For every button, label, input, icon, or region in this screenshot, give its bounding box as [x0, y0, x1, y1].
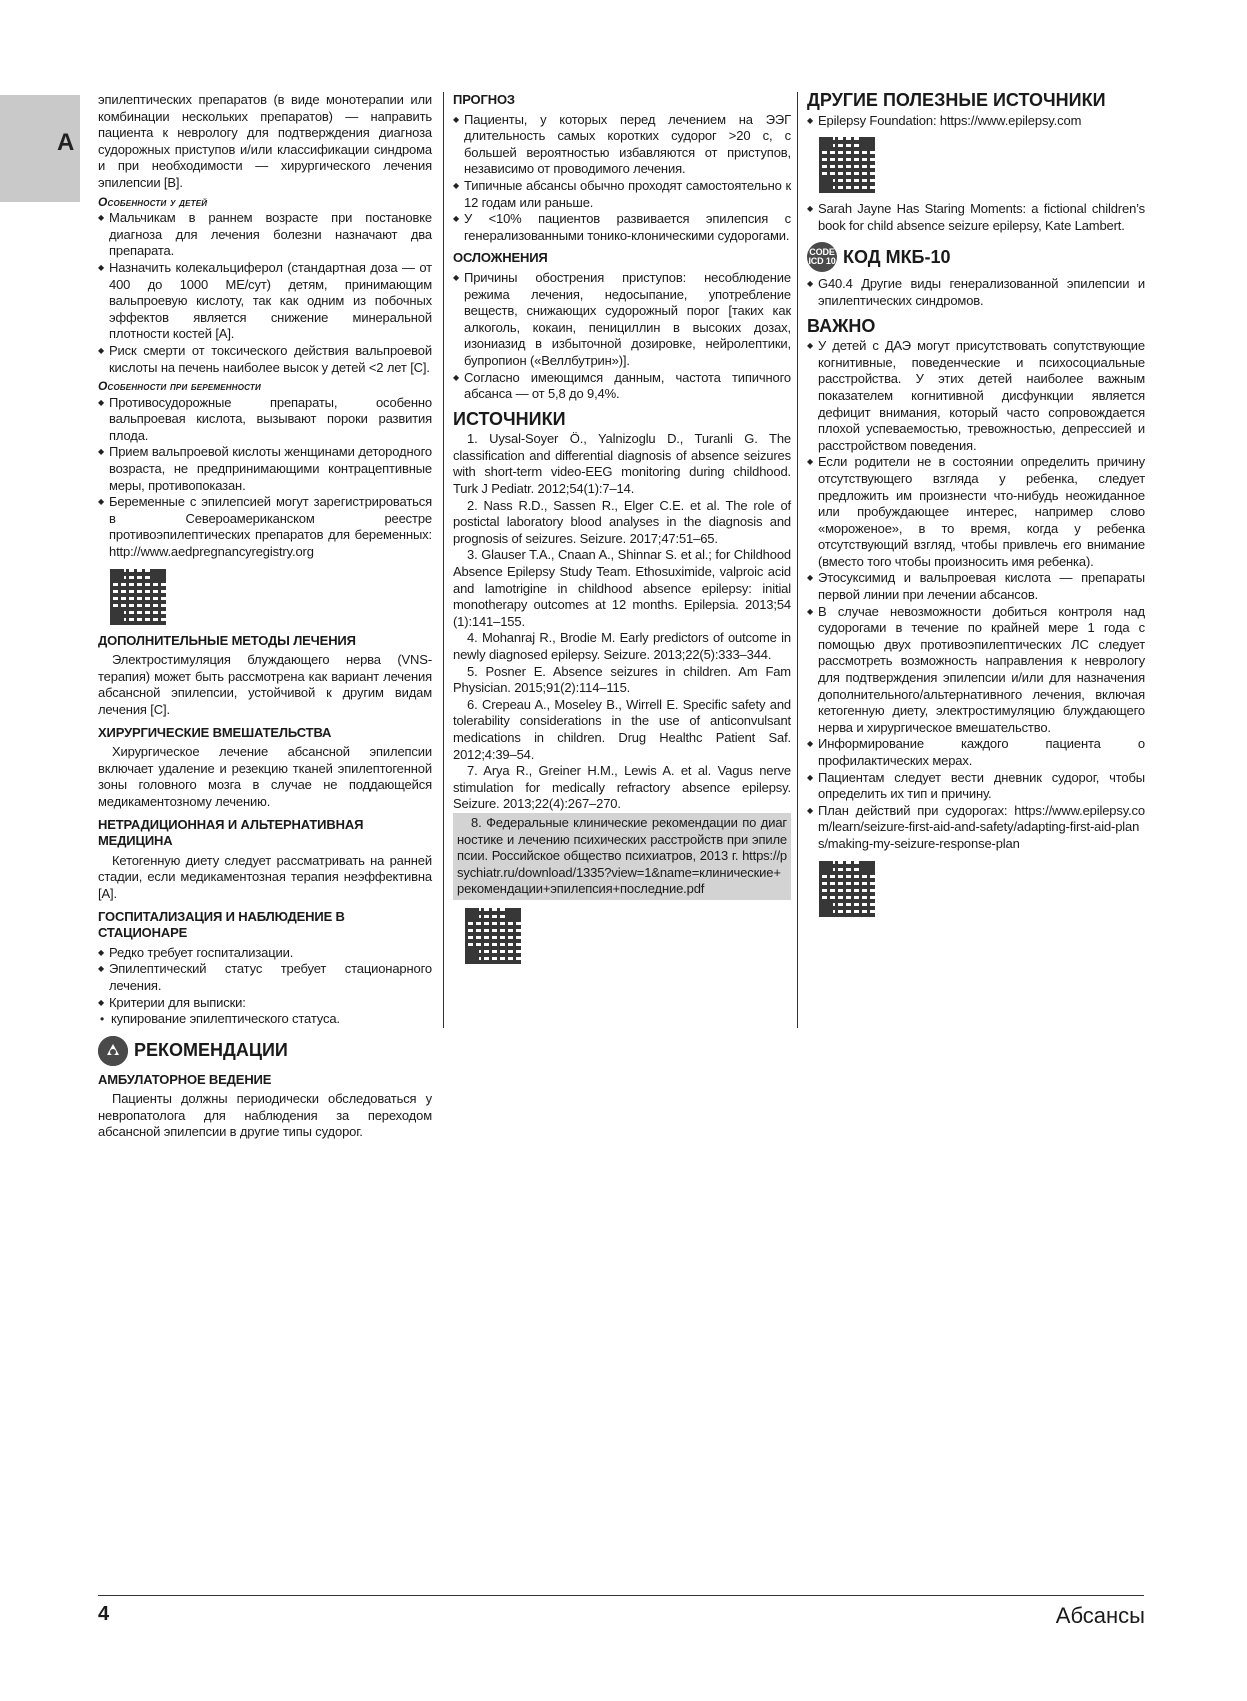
reference-item: 1. Uysal-Soyer Ö., Yalnizoglu D., Turanli G. The classification and differential diagnosis of absence seizures with short-term video-EEG monitoring during childhood. Turk J Pediatr. 2012;54(1):7–14.: [453, 431, 791, 497]
footer-divider: [98, 1595, 1144, 1596]
other-sources-heading: ДРУГИЕ ПОЛЕЗНЫЕ ИСТОЧНИКИ: [807, 90, 1106, 110]
reference-item: 7. Arya R., Greiner H.M., Lewis A. et al. Vagus nerve stimulation for medically refractory absence epilepsy. Seizure. 2013;22(4):267–270.: [453, 763, 791, 812]
references-list: [453, 431, 791, 900]
pregnancy-heading: Особенности при беременности: [98, 379, 261, 394]
children-list: [98, 210, 432, 376]
children-heading: Особенности у детей: [98, 194, 208, 209]
column-divider: [797, 92, 798, 1028]
outpatient-heading: АМБУЛАТОРНОЕ ВЕДЕНИЕ: [98, 1071, 272, 1087]
reference-item: 3. Glauser T.A., Cnaan A., Shinnar S. et al.; for Childhood Absence Epilepsy Study Team. Ethosuximide, valproic acid and lamotrigine in childhood absence epilepsy: initial monotherapy outcomes at 12 months. Epilepsia. 2013;54 (1):141–155.: [453, 547, 791, 629]
pregnancy-list: [98, 395, 432, 561]
list-item: ◆ Причины обострения приступов: несоблюдение режима лечения, недосыпание, употребление веществ, снижающих судорожный порог [таких как алкоголь, кокаин, пенициллин в высоких дозах, изониазид в избыточной дозировке, нейролептики, бупропион («Веллбутрин»)].: [453, 270, 791, 370]
qr-code-icon[interactable]: [819, 861, 875, 917]
list-item: ◆ Этосуксимид и вальпроевая кислота — препараты первой линии при лечении абсансов.: [807, 570, 1145, 603]
surgery-paragraph: Хирургическое лечение абсансной эпилепсии включает удаление и резекцию тканей эпилептогенной зоны головного мозга в случае не поддающейся медикаментозному лечению.: [98, 744, 432, 809]
list-item: ◆ Пациенты, у которых перед лечением на ЭЭГ длительность самых коротких судорог >20 с, с большей вероятностью избавляются от приступов, независимо от проводимого лечения.: [453, 112, 791, 178]
sources-heading: ИСТОЧНИКИ: [453, 408, 566, 429]
icd-heading: КОД МКБ-10: [843, 247, 951, 268]
column-2: [453, 92, 791, 972]
outpatient-paragraph: Пациенты должны периодически обследоваться у невропатолога для наблюдения за переходом абсансной эпилепсии в другие типы судорог.: [98, 1091, 432, 1140]
list-item: ◆ Эпилептический статус требует стационарного лечения.: [98, 961, 432, 994]
section-tab-letter: A: [57, 129, 75, 156]
prognosis-heading: ПРОГНОЗ: [453, 92, 515, 107]
hospitalization-list: [98, 945, 432, 1011]
list-item: ◆ Мальчикам в раннем возрасте при постановке диагноза для лечения болезни назначают два препарата.: [98, 210, 432, 260]
reference-item: 6. Crepeau A., Moseley B., Wirrell E. Specific safety and tolerability considerations in the use of anticonvulsant medications in children. Drug Healthc Patient Saf. 2012;4:39–54.: [453, 696, 791, 762]
other-sources-list-2: [807, 201, 1145, 234]
list-item: • купирование эпилептического статуса.: [98, 1011, 432, 1028]
icd-code-icon: CODE ICD 10: [807, 242, 837, 272]
complications-heading: ОСЛОЖНЕНИЯ: [453, 250, 548, 266]
column-3: [807, 92, 1145, 925]
list-item: ◆ Согласно имеющимся данным, частота типичного абсанса — от 5,8 до 9,4%.: [453, 370, 791, 403]
list-item: ◆ Sarah Jayne Has Staring Moments: a fictional children’s book for child absence seizure epilepsy, Kate Lambert.: [807, 201, 1145, 234]
column-divider: [443, 92, 444, 1028]
list-item: ◆ G40.4 Другие виды генерализованной эпилепсии и эпилептических синдромов.: [807, 276, 1145, 309]
alt-medicine-heading: НЕТРАДИЦИОННАЯ И АЛЬТЕРНАТИВНАЯ МЕДИЦИНА: [98, 816, 364, 849]
list-item: ◆ Критерии для выписки:: [98, 995, 432, 1012]
alt-medicine-paragraph: Кетогенную диету следует рассматривать на ранней стадии, если медикаментозная терапия неэффективна [A].: [98, 852, 432, 901]
list-item: ◆ У <10% пациентов развивается эпилепсия с генерализованными тонико-клоническими судорогами.: [453, 211, 791, 244]
qr-code-icon[interactable]: [819, 137, 875, 193]
important-heading: ВАЖНО: [807, 315, 876, 336]
complications-list: [453, 270, 791, 403]
add-methods-heading: ДОПОЛНИТЕЛЬНЫЕ МЕТОДЫ ЛЕЧЕНИЯ: [98, 632, 356, 648]
reference-item: 2. Nass R.D., Sassen R., Elger C.E. et al. The role of postictal laboratory blood analyses in the diagnosis and prognosis of seizures. Seizure. 2017;47:51–65.: [453, 497, 791, 546]
qr-code-icon[interactable]: [465, 908, 521, 964]
list-item[interactable]: ◆ Epilepsy Foundation: https://www.epilepsy.com: [807, 113, 1145, 130]
list-item: ◆ Беременные с эпилепсией могут зарегистрироваться в Североамериканском реестре противоэпилептических препаратов для беременных: http://www.aedpregnancyregistry.org: [98, 494, 432, 560]
running-title: Абсансы: [1055, 1603, 1145, 1628]
reference-item-highlighted[interactable]: 8. Федеральные клинические рекомендации по диагностике и лечению психических расстройств при эпилепсии. Российское общество психиатров, 2013 г. https://psychiatr.ru/download/1335?view=1&name=клинические+рекомендации+эпилепсия+последние.pdf: [453, 813, 791, 900]
surgery-heading: ХИРУРГИЧЕСКИЕ ВМЕШАТЕЛЬСТВА: [98, 724, 332, 740]
discharge-sublist: [98, 1011, 432, 1028]
recommendations-header: [98, 1036, 432, 1066]
reference-item: 5. Posner E. Absence seizures in children. Am Fam Physician. 2015;91(2):114–115.: [453, 663, 791, 696]
list-item[interactable]: ◆ План действий при судорогах: https://www.epilepsy.com/learn/seizure-first-aid-and-safety/adapting-first-aid-plans/making-my-seizure-response-plan: [807, 803, 1145, 853]
list-item: ◆ Риск смерти от токсического действия вальпроевой кислоты на печень наиболее высок у детей <2 лет [C].: [98, 343, 432, 376]
list-item: ◆ Противосудорожные препараты, особенно вальпроевая кислота, вызывают пороки развития плода.: [98, 395, 432, 445]
list-item: ◆ Типичные абсансы обычно проходят самостоятельно к 12 годам или раньше.: [453, 178, 791, 211]
list-item: ◆ Пациентам следует вести дневник судорог, чтобы определить их тип и причину.: [807, 770, 1145, 803]
list-item: ◆ У детей с ДАЭ могут присутствовать сопутствующие когнитивные, поведенческие и психосоциальные расстройства. У этих детей наиболее важным показателем когнитивной дисфункции является дефицит внимания, который часто сопровождается плохой успеваемостью, тревожностью, депрессией и расстройством поведения.: [807, 338, 1145, 454]
list-item: ◆ Если родители не в состоянии определить причину отсутствующего взгляда у ребенка, следует предложить им произнести что-нибудь неожиданное или пробуждающее интерес, например слово «мороженое», в то время, когда у ребенка отсутствующий взгляд, чтобы привлечь его внимание (вместо того чтобы произносить имя ребенка).: [807, 454, 1145, 570]
hospitalization-heading: ГОСПИТАЛИЗАЦИЯ И НАБЛЮДЕНИЕ В СТАЦИОНАРЕ: [98, 908, 345, 941]
icd-header: [807, 242, 1145, 272]
intro-paragraph: эпилептических препаратов (в виде монотерапии или комбинации нескольких препаратов) — направить пациента к неврологу для подтверждения диагноза судорожных приступов и/или классификации синдрома и при необходимости — хирургического лечения эпилепсии [B].: [98, 92, 432, 190]
add-methods-paragraph: Электростимуляция блуждающего нерва (VNS-терапия) может быть рассмотрена как вариант лечения абсансной эпилепсии, устойчивой к другим видам лечения [C].: [98, 652, 432, 717]
page-number: 4: [98, 1603, 110, 1625]
column-1: [98, 92, 432, 1141]
important-list: [807, 338, 1145, 852]
icd-list: [807, 276, 1145, 309]
list-item: ◆ Информирование каждого пациента о профилактических мерах.: [807, 736, 1145, 769]
section-tab: [0, 95, 80, 202]
recommendations-icon: [98, 1036, 128, 1066]
list-item: ◆ Редко требует госпитализации.: [98, 945, 432, 962]
list-item: ◆ В случае невозможности добиться контроля над судорогами в течение по крайней мере 1 года с помощью двух противоэпилептических ЛС следует рассмотреть возможность направления к неврологу для подтверждения эпилепсии и/или для назначения дополнительного/альтернативного лечения, включая кетогенную диету, электростимуляцию блуждающего нерва и хирургическое вмешательство.: [807, 604, 1145, 737]
prognosis-list: [453, 112, 791, 245]
recommendations-heading: РЕКОМЕНДАЦИИ: [134, 1040, 288, 1061]
reference-item: 4. Mohanraj R., Brodie M. Early predictors of outcome in newly diagnosed epilepsy. Seizure. 2013;22(5):333–344.: [453, 630, 791, 662]
other-sources-list: [807, 113, 1145, 130]
list-item: ◆ Назначить колекальциферол (стандартная доза — от 400 до 1000 МЕ/сут) детям, принимающим вальпроевую кислоту, так как одним из побочных эффектов является снижение минеральной плотности костей [A].: [98, 260, 432, 343]
list-item: ◆ Прием вальпроевой кислоты женщинами детородного возраста, не предпринимающими контрацептивные меры, противопоказан.: [98, 444, 432, 494]
qr-code-icon[interactable]: [110, 569, 166, 625]
